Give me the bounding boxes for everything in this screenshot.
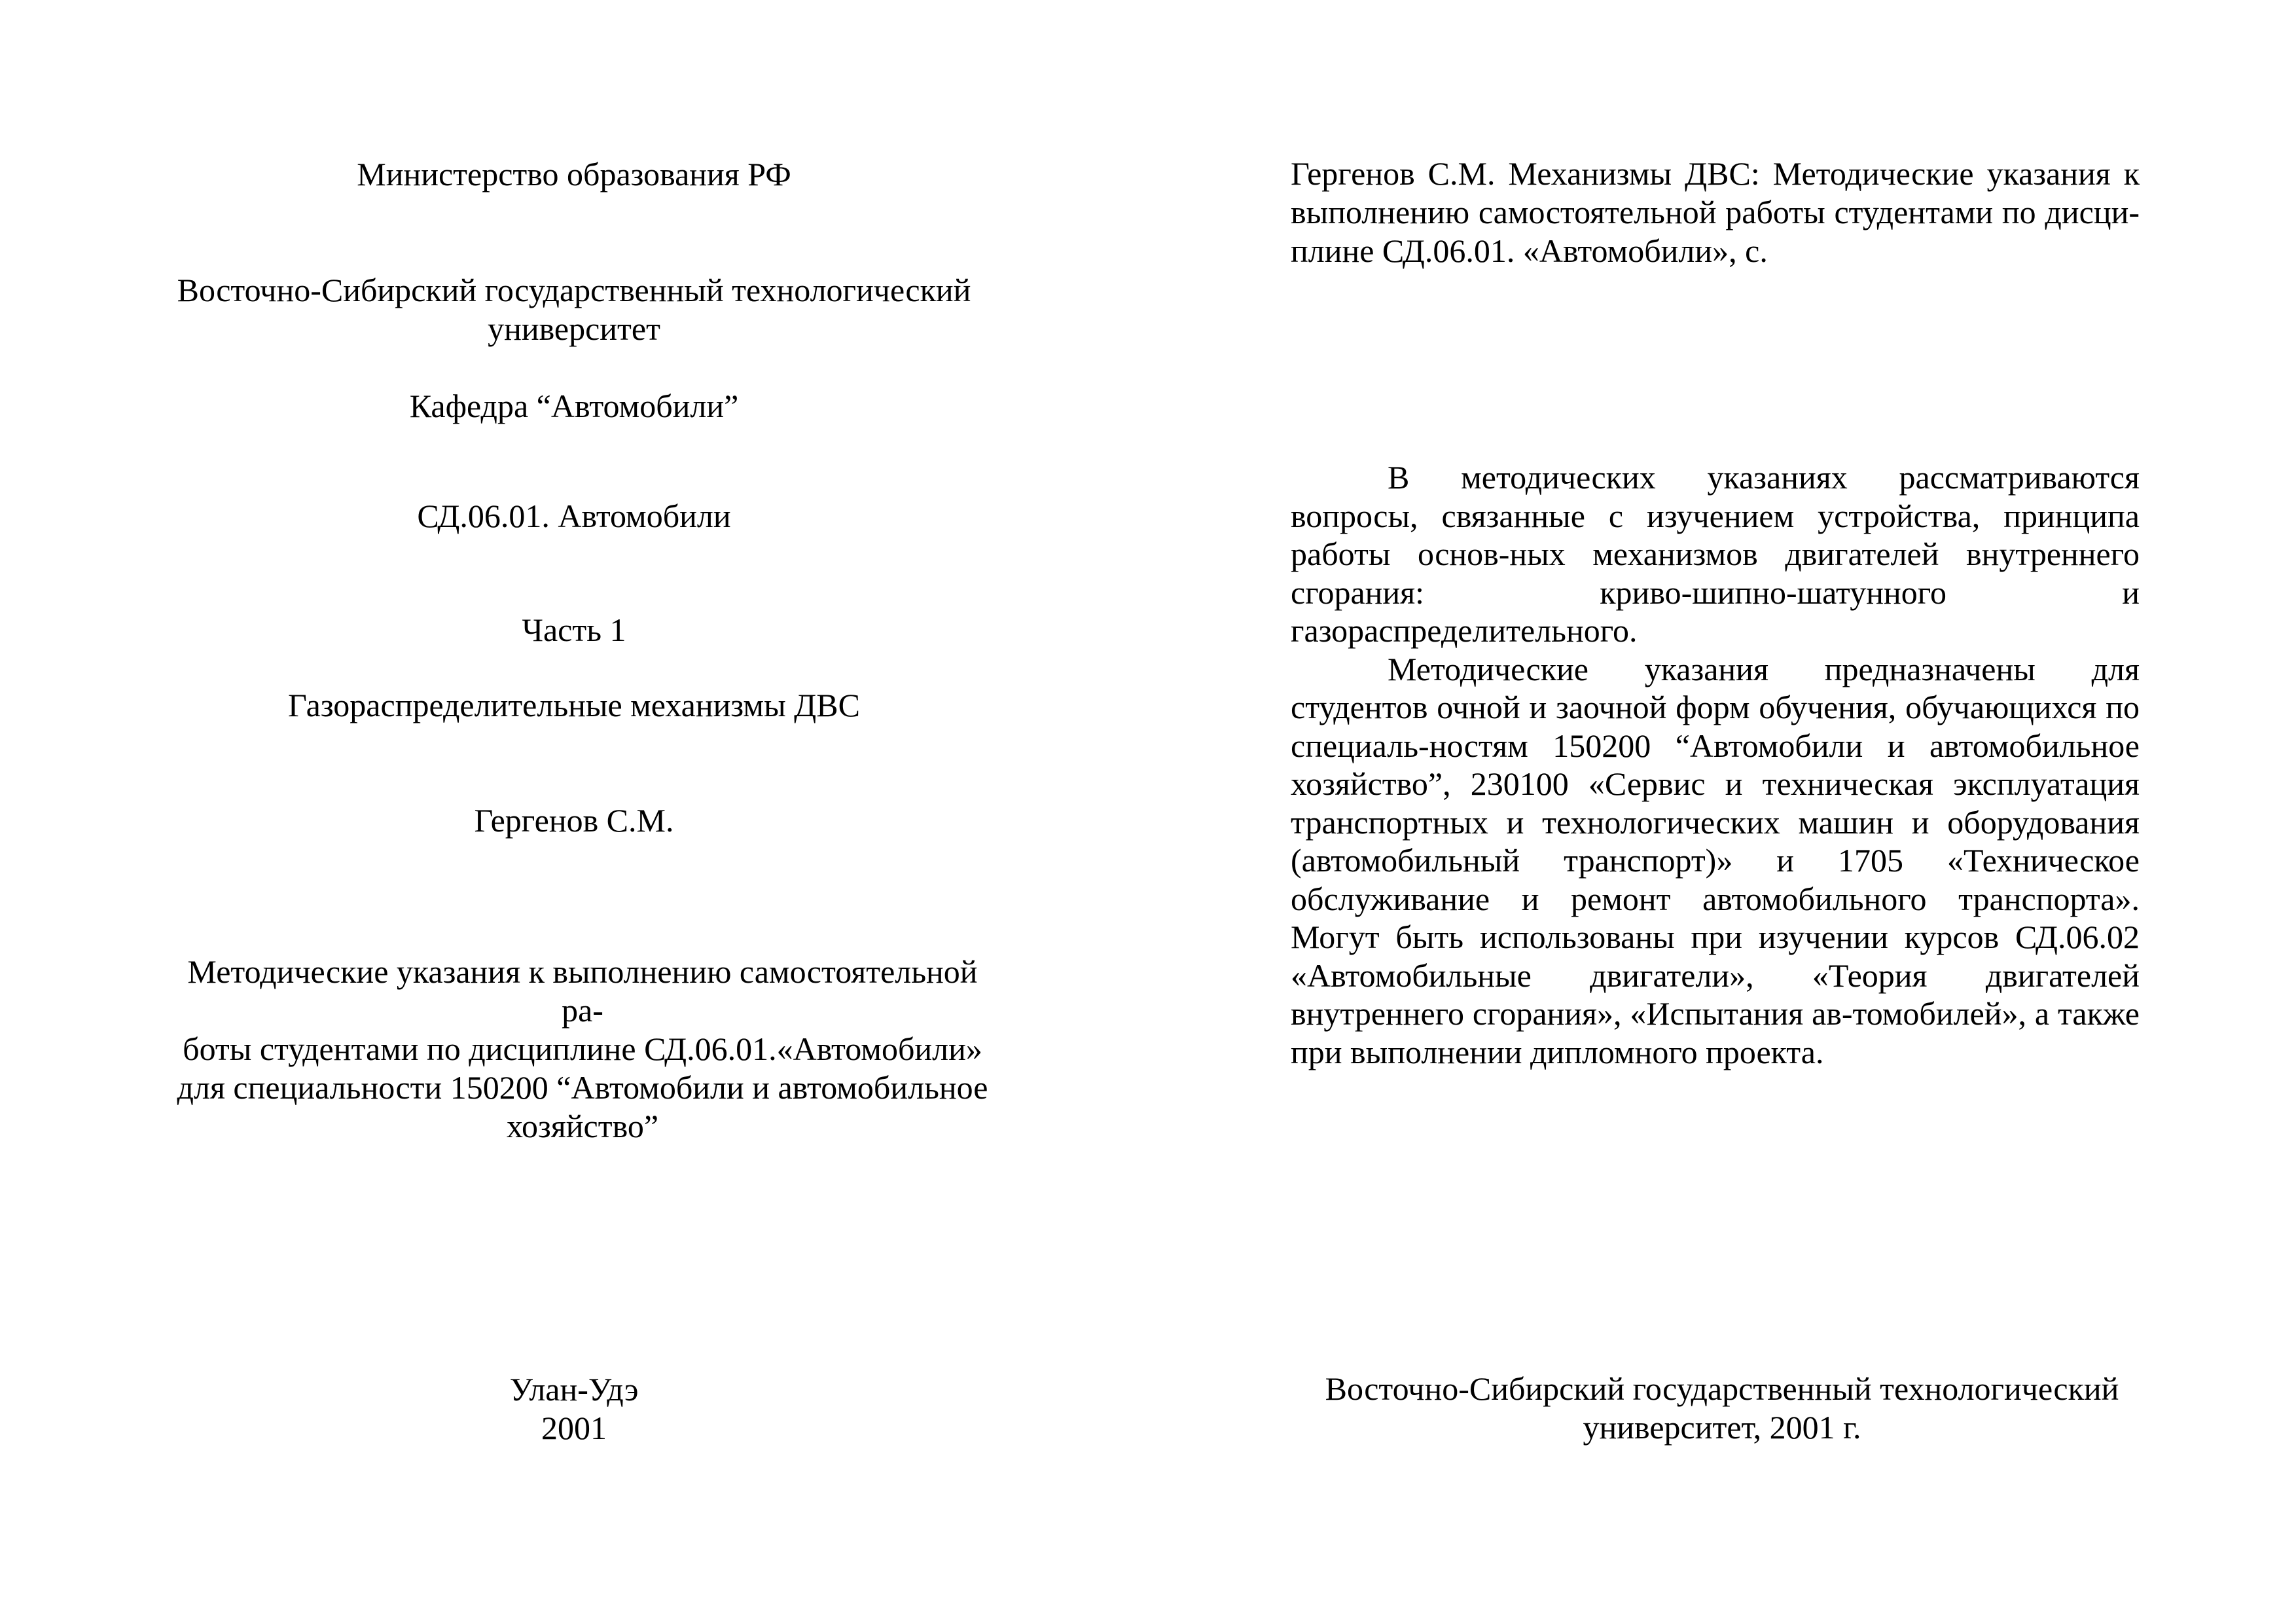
document-description xyxy=(164,953,1001,1146)
imprint-page xyxy=(1148,0,2296,1623)
description-line: боты студентами по дисциплине СД.06.01.«Автомобили» xyxy=(183,1030,982,1067)
author-name: Гергенов С.М. xyxy=(474,802,674,839)
annotation-paragraph: В методических указаниях рассматриваются вопросы, связанные с изучением устройства, принципа работы основ-ных механизмов двигателей внутреннего сгорания: криво-шипно-шатунного и газораспределительного. xyxy=(1291,459,2140,649)
part-number: Часть 1 xyxy=(522,611,626,648)
description-line: для специальности 150200 “Автомобили и автомобильное xyxy=(177,1069,988,1106)
publisher-line: университет, 2001 г. xyxy=(1583,1409,1861,1446)
publication-year: 2001 xyxy=(541,1410,607,1446)
publication-city: Улан-Удэ xyxy=(509,1371,639,1408)
bibliographic-reference: Гергенов С.М. Механизмы ДВС: Методические указания к выполнению самостоятельной работы студентами по дисци-плине СД.06.01. «Автомобили», с. xyxy=(1291,155,2140,269)
university-name-line2: университет xyxy=(488,310,660,347)
description-line: Методические указания к выполнению самостоятельной ра- xyxy=(187,953,978,1029)
department-name: Кафедра “Автомобили” xyxy=(409,388,739,424)
document-title: Газораспределительные механизмы ДВС xyxy=(288,687,860,723)
description-line: хозяйство” xyxy=(506,1108,659,1144)
university-name-line1: Восточно-Сибирский государственный технологический xyxy=(177,272,971,308)
publisher-imprint xyxy=(1148,1370,2296,1447)
course-code: СД.06.01. Автомобили xyxy=(417,498,731,534)
annotation-paragraph: Методические указания предназначены для студентов очной и заочной форм обучения, обучающихся по специаль-ностям 150200 “Автомобили и автомобильное хозяйство”, 230100 «Сервис и техническая эксплуатация транспортных и технологических машин и оборудования (автомобильный транспорт)» и 1705 «Техническое обслуживание и ремонт автомобильного транспорта». Могут быть использованы при изучении курсов СД.06.02 «Автомобильные двигатели», «Теория двигателей внутреннего сгорания», «Испытания ав-томобилей», а также при выполнении дипломного проекта. xyxy=(1291,650,2140,1070)
annotation xyxy=(1291,458,2140,1071)
publisher-line: Восточно-Сибирский государственный технологический xyxy=(1325,1370,2119,1407)
ministry-name: Министерство образования РФ xyxy=(357,156,791,192)
